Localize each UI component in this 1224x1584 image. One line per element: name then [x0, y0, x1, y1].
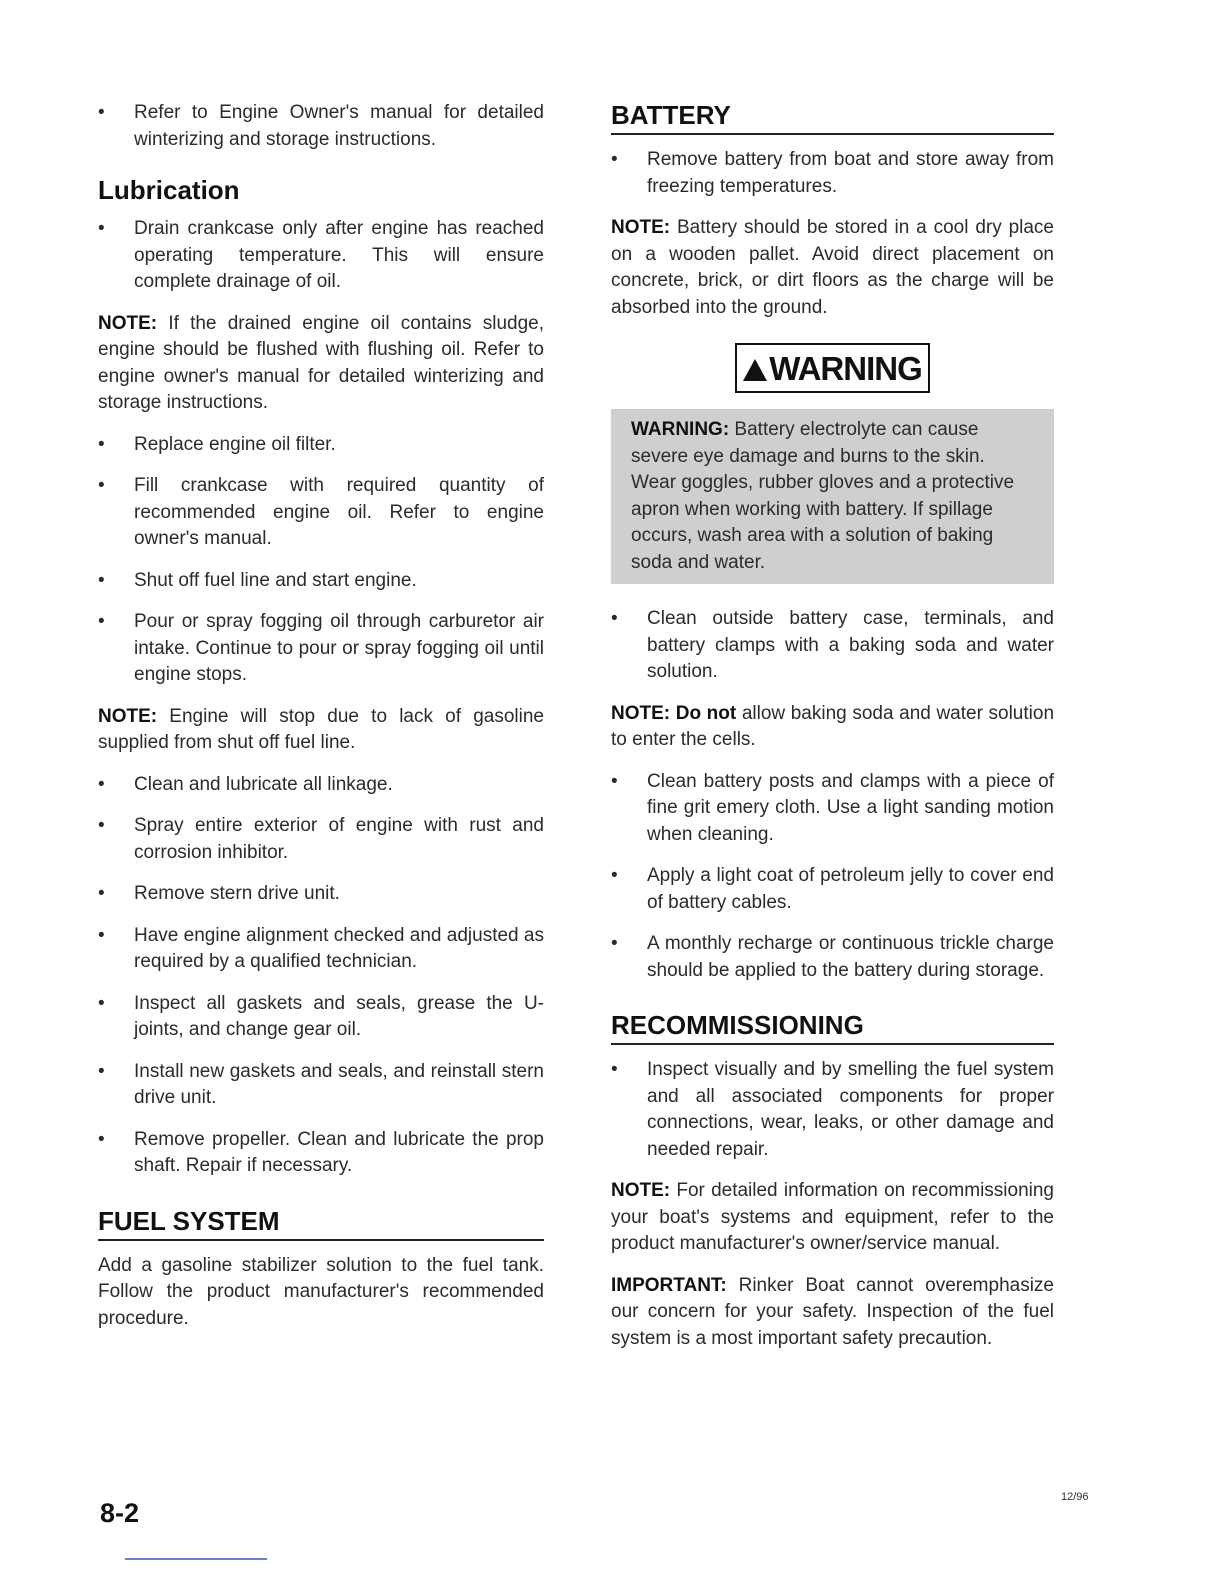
important-text: Rinker Boat cannot overemphasize our concern for your safety. Inspection of the fuel system is a most important safety precaution.: [611, 1274, 1054, 1349]
list-item: • Clean battery posts and clamps with a piece of fine grit emery cloth. Use a light sanding motion when cleaning.: [611, 769, 1054, 849]
list-item: • Have engine alignment checked and adjusted as required by a qualified technician.: [98, 923, 544, 976]
battery-bullet-list-3: [611, 769, 1054, 985]
warning-body: Battery electrolyte can cause severe eye damage and burns to the skin. Wear goggles, rubber gloves and a protective apron when working with battery. If spillage occurs, wash area with a solution of baking soda and water.: [631, 419, 1015, 573]
list-item: • A monthly recharge or continuous trickle charge should be applied to the battery during storage.: [611, 931, 1054, 984]
battery-note-2: [611, 701, 1054, 754]
bottom-rule: [125, 1558, 267, 1560]
lubrication-bullet-list-3: [98, 772, 544, 1180]
lubrication-note-2: [98, 704, 544, 757]
list-item: • Apply a light coat of petroleum jelly to cover end of battery cables.: [611, 863, 1054, 916]
note-text: If the drained engine oil contains sludge, engine should be flushed with flushing oil. Refer to engine owner's manual for detailed winterizing and storage instructions.: [98, 312, 544, 413]
intro-bullet-list: [98, 100, 544, 153]
lubrication-note-1: [98, 311, 544, 417]
warning-title: WARNING: [769, 350, 922, 387]
warning-triangle-icon: [743, 359, 767, 381]
lubrication-heading: Lubrication: [98, 175, 240, 205]
list-item: • Inspect all gaskets and seals, grease the U-joints, and change gear oil.: [98, 991, 544, 1044]
list-item: • Shut off fuel line and start engine.: [98, 568, 544, 595]
list-item: • Refer to Engine Owner's manual for detailed winterizing and storage instructions.: [98, 100, 544, 153]
list-item: • Replace engine oil filter.: [98, 432, 544, 459]
list-item: • Remove propeller. Clean and lubricate the prop shaft. Repair if necessary.: [98, 1127, 544, 1180]
warning-text: [631, 417, 1034, 576]
list-item: • Install new gaskets and seals, and reinstall stern drive unit.: [98, 1059, 544, 1112]
warning-banner: [611, 343, 1054, 393]
date-code: 12/96: [1061, 1491, 1089, 1503]
list-item: • Drain crankcase only after engine has reached operating temperature. This will ensure complete drainage of oil.: [98, 216, 544, 296]
battery-note-1: [611, 215, 1054, 321]
lubrication-bullet-list-2: [98, 432, 544, 689]
right-column: [611, 100, 1054, 1367]
list-item: • Spray entire exterior of engine with rust and corrosion inhibitor.: [98, 813, 544, 866]
list-item: • Clean and lubricate all linkage.: [98, 772, 544, 799]
important-label: IMPORTANT:: [611, 1274, 727, 1296]
warning-panel: [611, 409, 1054, 584]
note-label: NOTE:: [98, 312, 158, 334]
page-number: 8-2: [100, 1498, 140, 1528]
fuel-system-text: Add a gasoline stabilizer solution to the fuel tank. Follow the product manufacturer's recommended procedure.: [98, 1254, 544, 1329]
note-text: Engine will stop due to lack of gasoline supplied from shut off fuel line.: [98, 705, 544, 753]
recommissioning-note: [611, 1178, 1054, 1258]
list-item: • Pour or spray fogging oil through carburetor air intake. Continue to pour or spray fogging oil until engine stops.: [98, 609, 544, 689]
left-column: [98, 100, 544, 1332]
warning-title-box: [735, 343, 930, 393]
note-label: NOTE:: [611, 217, 671, 238]
list-item: • Remove battery from boat and store away from freezing temperatures.: [611, 147, 1054, 200]
list-item: • Clean outside battery case, terminals, and battery clamps with a baking soda and water solution.: [611, 606, 1054, 686]
list-item: • Inspect visually and by smelling the fuel system and all associated components for proper connections, wear, leaks, or other damage and needed repair.: [611, 1057, 1054, 1163]
note-text: For detailed information on recommissioning your boat's systems and equipment, refer to the product manufacturer's owner/service manual.: [611, 1180, 1054, 1254]
list-item: • Fill crankcase with required quantity of recommended engine oil. Refer to engine owner's manual.: [98, 473, 544, 553]
list-item: • Remove stern drive unit.: [98, 881, 544, 908]
recommissioning-bullet-list: [611, 1057, 1054, 1163]
fuel-system-heading: FUEL SYSTEM: [98, 1206, 544, 1241]
note-label: NOTE:: [98, 705, 158, 727]
battery-bullet-list-2: [611, 606, 1054, 686]
note-label: NOTE:: [611, 1180, 671, 1201]
battery-bullet-list-1: [611, 147, 1054, 200]
warning-label: WARNING:: [631, 419, 730, 440]
note-text: allow baking soda and water solution to enter the cells.: [611, 702, 1055, 750]
recommissioning-heading: RECOMMISSIONING: [611, 1010, 1054, 1045]
recommissioning-important: [611, 1273, 1054, 1353]
battery-heading: BATTERY: [611, 100, 1054, 135]
lubrication-bullet-list-1: [98, 216, 544, 296]
note-label: NOTE: Do not: [611, 702, 737, 724]
note-text: Battery should be stored in a cool dry place on a wooden pallet. Avoid direct placement on concrete, brick, or dirt floors as the charge will be absorbed into the ground.: [611, 217, 1054, 318]
